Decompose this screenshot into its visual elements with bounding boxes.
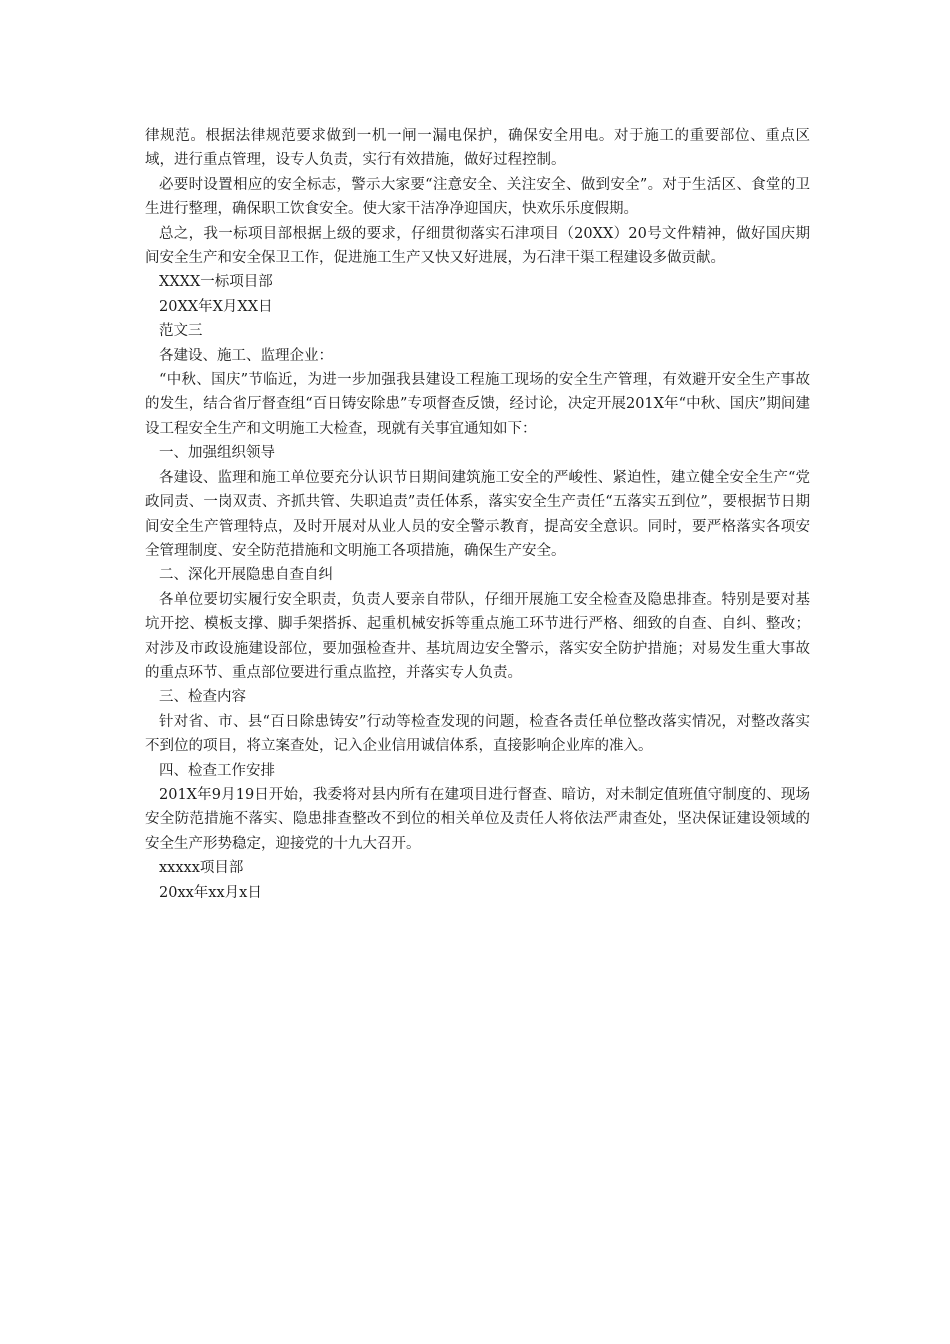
paragraph-3: 针对省、市、县“百日除患铸安”行动等检查发现的问题，检查各责任单位整改落实情况，对整改落实不到位的项目，将立案查处，记入企业信用诚信体系，直接影响企业库的准入。	[145, 713, 810, 755]
section-heading-sample-three: 范文三	[159, 323, 203, 340]
signature-date: 20XX年X月XX日	[159, 298, 273, 315]
signature-org: XXXX一标项目部	[159, 274, 273, 291]
closing-date: 20xx年xx月x日	[159, 884, 262, 901]
paragraph-conclusion: 总之，我一标项目部根据上级的要求，仔细贯彻落实石津项目（20XX）20号文件精神，做好国庆期间安全生产和安全保卫工作，促进施工生产又快又好进展，为石津干渠工程建设多做贡献。	[145, 225, 810, 267]
paragraph-1: 各建设、监理和施工单位要充分认识节日期间建筑施工安全的严峻性、紧迫性，建立健全安全生产“党政同责、一岗双责、齐抓共管、失职追责”责任体系，落实安全生产责任“五落实五到位”，要根据节日期间安全生产管理特点，及时开展对从业人员的安全警示教育，提高安全意识。同时，要严格落实各项安全管理制度、安全防范措施和文明施工各项措施，确保生产安全。	[145, 469, 810, 559]
paragraph-continuation: 律规范。根据法律规范要求做到一机一闸一漏电保护，确保安全用电。对于施工的重要部位、重点区域，进行重点管理，设专人负责，实行有效措施，做好过程控制。	[145, 128, 810, 169]
closing-org: xxxxx项目部	[159, 860, 244, 877]
paragraph-2: 各单位要切实履行安全职责，负责人要亲自带队，仔细开展施工安全检查及隐患排查。特别是要对基坑开挖、模板支撑、脚手架搭拆、起重机械安拆等重点施工环节进行严格、细致的自查、自纠、整改；对涉及市政设施建设部位，要加强检查井、基坑周边安全警示，落实安全防护措施；对易发生重大事故的重点环节、重点部位要进行重点监控，并落实专人负责。	[145, 591, 810, 681]
document-page	[145, 124, 810, 905]
salutation: 各建设、施工、监理企业：	[159, 347, 333, 364]
heading-4: 四、检查工作安排	[159, 762, 275, 779]
heading-2: 二、深化开展隐患自查自纠	[159, 567, 333, 584]
heading-1: 一、加强组织领导	[159, 445, 275, 462]
heading-3: 三、检查内容	[159, 689, 246, 706]
paragraph-intro: “中秋、国庆”节临近，为进一步加强我县建设工程施工现场的安全生产管理，有效避开安全生产事故的发生，结合省厅督查组“百日铸安除患”专项督查反馈，经讨论，决定开展201X年“中秋、国庆”期间建设工程安全生产和文明施工大检查，现就有关事宜通知如下：	[145, 372, 810, 437]
paragraph-4: 201X年9月19日开始，我委将对县内所有在建项目进行督查、暗访，对未制定值班值守制度的、现场安全防范措施不落实、隐患排查整改不到位的相关单位及责任人将依法严肃查处，坚决保证建设领域的安全生产形势稳定，迎接党的十九大召开。	[145, 786, 810, 852]
paragraph-safety-signs: 必要时设置相应的安全标志，警示大家要“注意安全、关注安全、做到安全”。对于生活区、食堂的卫生进行整理，确保职工饮食安全。使大家干洁净净迎国庆，快欢乐乐度假期。	[145, 176, 810, 218]
